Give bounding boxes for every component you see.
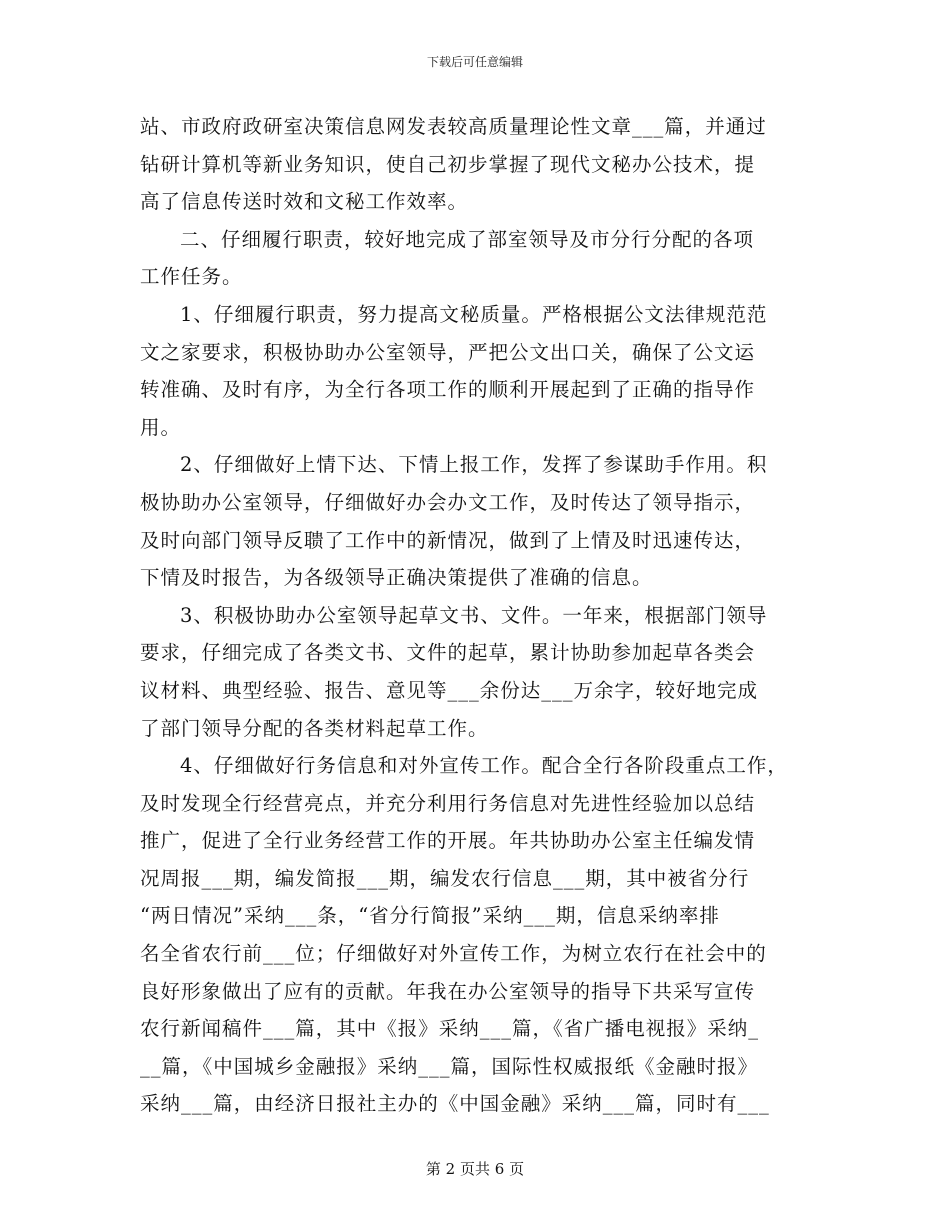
text-line: 要求，仔细完成了各类文书、文件的起草，累计协助参加起草各类会 xyxy=(140,641,756,665)
text-line: 况周报___期，编发简报___期，编发农行信息___期，其中被省分行 xyxy=(140,866,750,890)
text-line: 良好形象做出了应有的贡献。年我在办公室领导的指导下共采写宣传 xyxy=(140,979,756,1003)
text-line: 议材料、典型经验、报告、意见等___余份达___万余字，较好地完成 xyxy=(140,678,759,702)
section-heading-2: 二、仔细履行职责，较好地完成了部室领导及市分行分配的各项 xyxy=(180,227,755,251)
text-line: 下情及时报告，为各级领导正确决策提供了准确的信息。 xyxy=(140,566,653,590)
text-line: “两日情况”采纳___条，“省分行简报”采纳___期，信息采纳率排 xyxy=(140,904,720,928)
text-line: 农行新闻稿件___篇，其中《报》采纳___篇，《省广播电视报》采纳_ xyxy=(140,1017,760,1041)
text-line: 高了信息传送时效和文秘工作效率。 xyxy=(140,190,469,214)
page-number: 第 2 页共 6 页 xyxy=(425,1160,525,1178)
item-3-start: 3、积极协助办公室领导起草文书、文件。一年来，根据部门领导 xyxy=(180,603,768,627)
text-line: 推广，促进了全行业务经营工作的开展。年共协助办公室主任编发情 xyxy=(140,829,756,853)
text-line: 了部门领导分配的各类材料起草工作。 xyxy=(140,716,489,740)
text-line: 文之家要求，积极协助办公室领导，严把公文出口关，确保了公文运 xyxy=(140,340,756,364)
text-line: 用。 xyxy=(140,415,182,439)
item-2-start: 2、仔细做好上情下达、下情上报工作，发挥了参谋助手作用。积 xyxy=(180,453,768,477)
text-line: 及时发现全行经营亮点，并充分利用行务信息对先进性经验加以总结 xyxy=(140,791,756,815)
text-line: 极协助办公室领导，仔细做好办会办文工作，及时传达了领导指示， xyxy=(140,490,756,514)
text-line: 转准确、及时有序，为全行各项工作的顺利开展起到了正确的指导作 xyxy=(140,378,756,402)
item-4-start: 4、仔细做好行务信息和对外宣传工作。配合全行各阶段重点工作， xyxy=(180,754,788,778)
text-line: __篇，《中国城乡金融报》采纳___篇，国际性权威报纸《金融时报》 xyxy=(140,1054,759,1078)
text-line: 名全省农行前___位；仔细做好对外宣传工作，为树立农行在社会中的 xyxy=(140,942,767,966)
text-line: 及时向部门领导反聩了工作中的新情况，做到了上情及时迅速传达， xyxy=(140,528,756,552)
text-line: 站、市政府政研室决策信息网发表较高质量理论性文章___篇，并通过 xyxy=(140,115,767,138)
text-line: 钻研计算机等新业务知识，使自己初步掌握了现代文秘办公技术，提 xyxy=(140,152,756,176)
text-line: 工作任务。 xyxy=(140,265,243,289)
document-body xyxy=(140,108,810,1123)
text-line: 采纳___篇，由经济日报社主办的《中国金融》采纳___篇，同时有___ xyxy=(140,1092,770,1116)
page-header: 下载后可任意编辑 xyxy=(426,55,523,69)
item-1-start: 1、仔细履行职责，努力提高文秘质量。严格根据公文法律规范范 xyxy=(180,302,768,326)
